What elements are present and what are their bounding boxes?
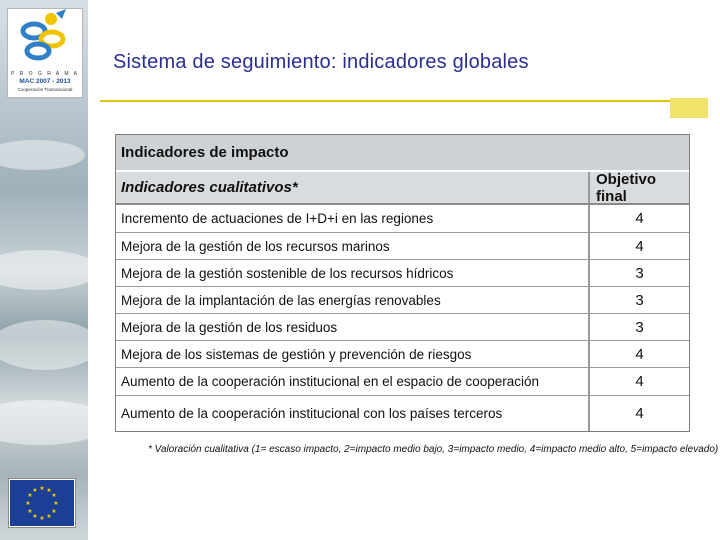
svg-text:★: ★: [25, 500, 31, 507]
row-label: Aumento de la cooperación institucional con los países terceros: [116, 396, 590, 431]
column-header-objective: Objetivo final: [596, 170, 657, 205]
row-label: Mejora de la gestión de los residuos: [116, 314, 590, 340]
logo-cooperacion-text: Cooperación Transnacional: [17, 87, 73, 92]
column-header-indicators: Indicadores cualitativos*: [116, 172, 590, 203]
table-row: [116, 368, 689, 396]
svg-text:★: ★: [39, 485, 45, 492]
row-value: 3: [635, 264, 644, 282]
table-row: [116, 233, 689, 260]
title-divider: [100, 100, 670, 102]
row-label: Mejora de la gestión de los recursos marinos: [116, 233, 590, 259]
svg-text:★: ★: [27, 492, 33, 499]
table-footnote: * Valoración cualitativa (1= escaso impacto, 2=impacto medio bajo, 3=impacto medio, 4=impacto medio alto, 5=impacto elevado): [148, 444, 719, 455]
left-decorative-band: [0, 0, 88, 540]
row-value: 3: [635, 291, 644, 309]
row-label: Mejora de los sistemas de gestión y prevención de riesgos: [116, 341, 590, 367]
svg-text:★: ★: [51, 492, 57, 499]
row-value: 4: [635, 237, 644, 255]
table-row: [116, 260, 689, 287]
svg-text:★: ★: [53, 500, 59, 507]
row-value: 4: [635, 373, 644, 390]
svg-text:★: ★: [39, 515, 45, 522]
svg-text:★: ★: [51, 508, 57, 515]
row-value: 3: [635, 318, 644, 336]
table-row: [116, 314, 689, 341]
row-label: Incremento de actuaciones de I+D+i en las regiones: [116, 205, 590, 232]
row-label: Mejora de la implantación de las energías renovables: [116, 287, 590, 313]
table-column-header: [116, 172, 689, 205]
row-value: 4: [635, 345, 644, 363]
svg-text:★: ★: [46, 487, 52, 494]
table-row: [116, 341, 689, 368]
svg-text:★: ★: [32, 487, 38, 494]
page-title: Sistema de seguimiento: indicadores globales: [113, 51, 529, 73]
row-label: Aumento de la cooperación institucional en el espacio de cooperación: [116, 368, 590, 395]
table-row: [116, 205, 689, 233]
logo-mac-text: MAC 2007 - 2013: [19, 78, 71, 85]
section-header-label: Indicadores de impacto: [121, 144, 289, 161]
logo-emblem-icon: [8, 9, 82, 71]
svg-text:★: ★: [32, 513, 38, 520]
row-value: 4: [635, 210, 644, 227]
table-section-header: [116, 135, 689, 172]
row-value: 4: [635, 405, 644, 422]
programme-logo: [7, 8, 83, 98]
row-label: Mejora de la gestión sostenible de los recursos hídricos: [116, 260, 590, 286]
table-row: [116, 287, 689, 314]
svg-text:★: ★: [46, 513, 52, 520]
indicators-table: [115, 134, 690, 432]
eu-flag-icon: [9, 479, 75, 527]
logo-programa-text: P R O G R A M A: [11, 71, 79, 77]
table-row: [116, 396, 689, 431]
title-divider-tab: [670, 98, 708, 118]
svg-text:★: ★: [27, 508, 33, 515]
